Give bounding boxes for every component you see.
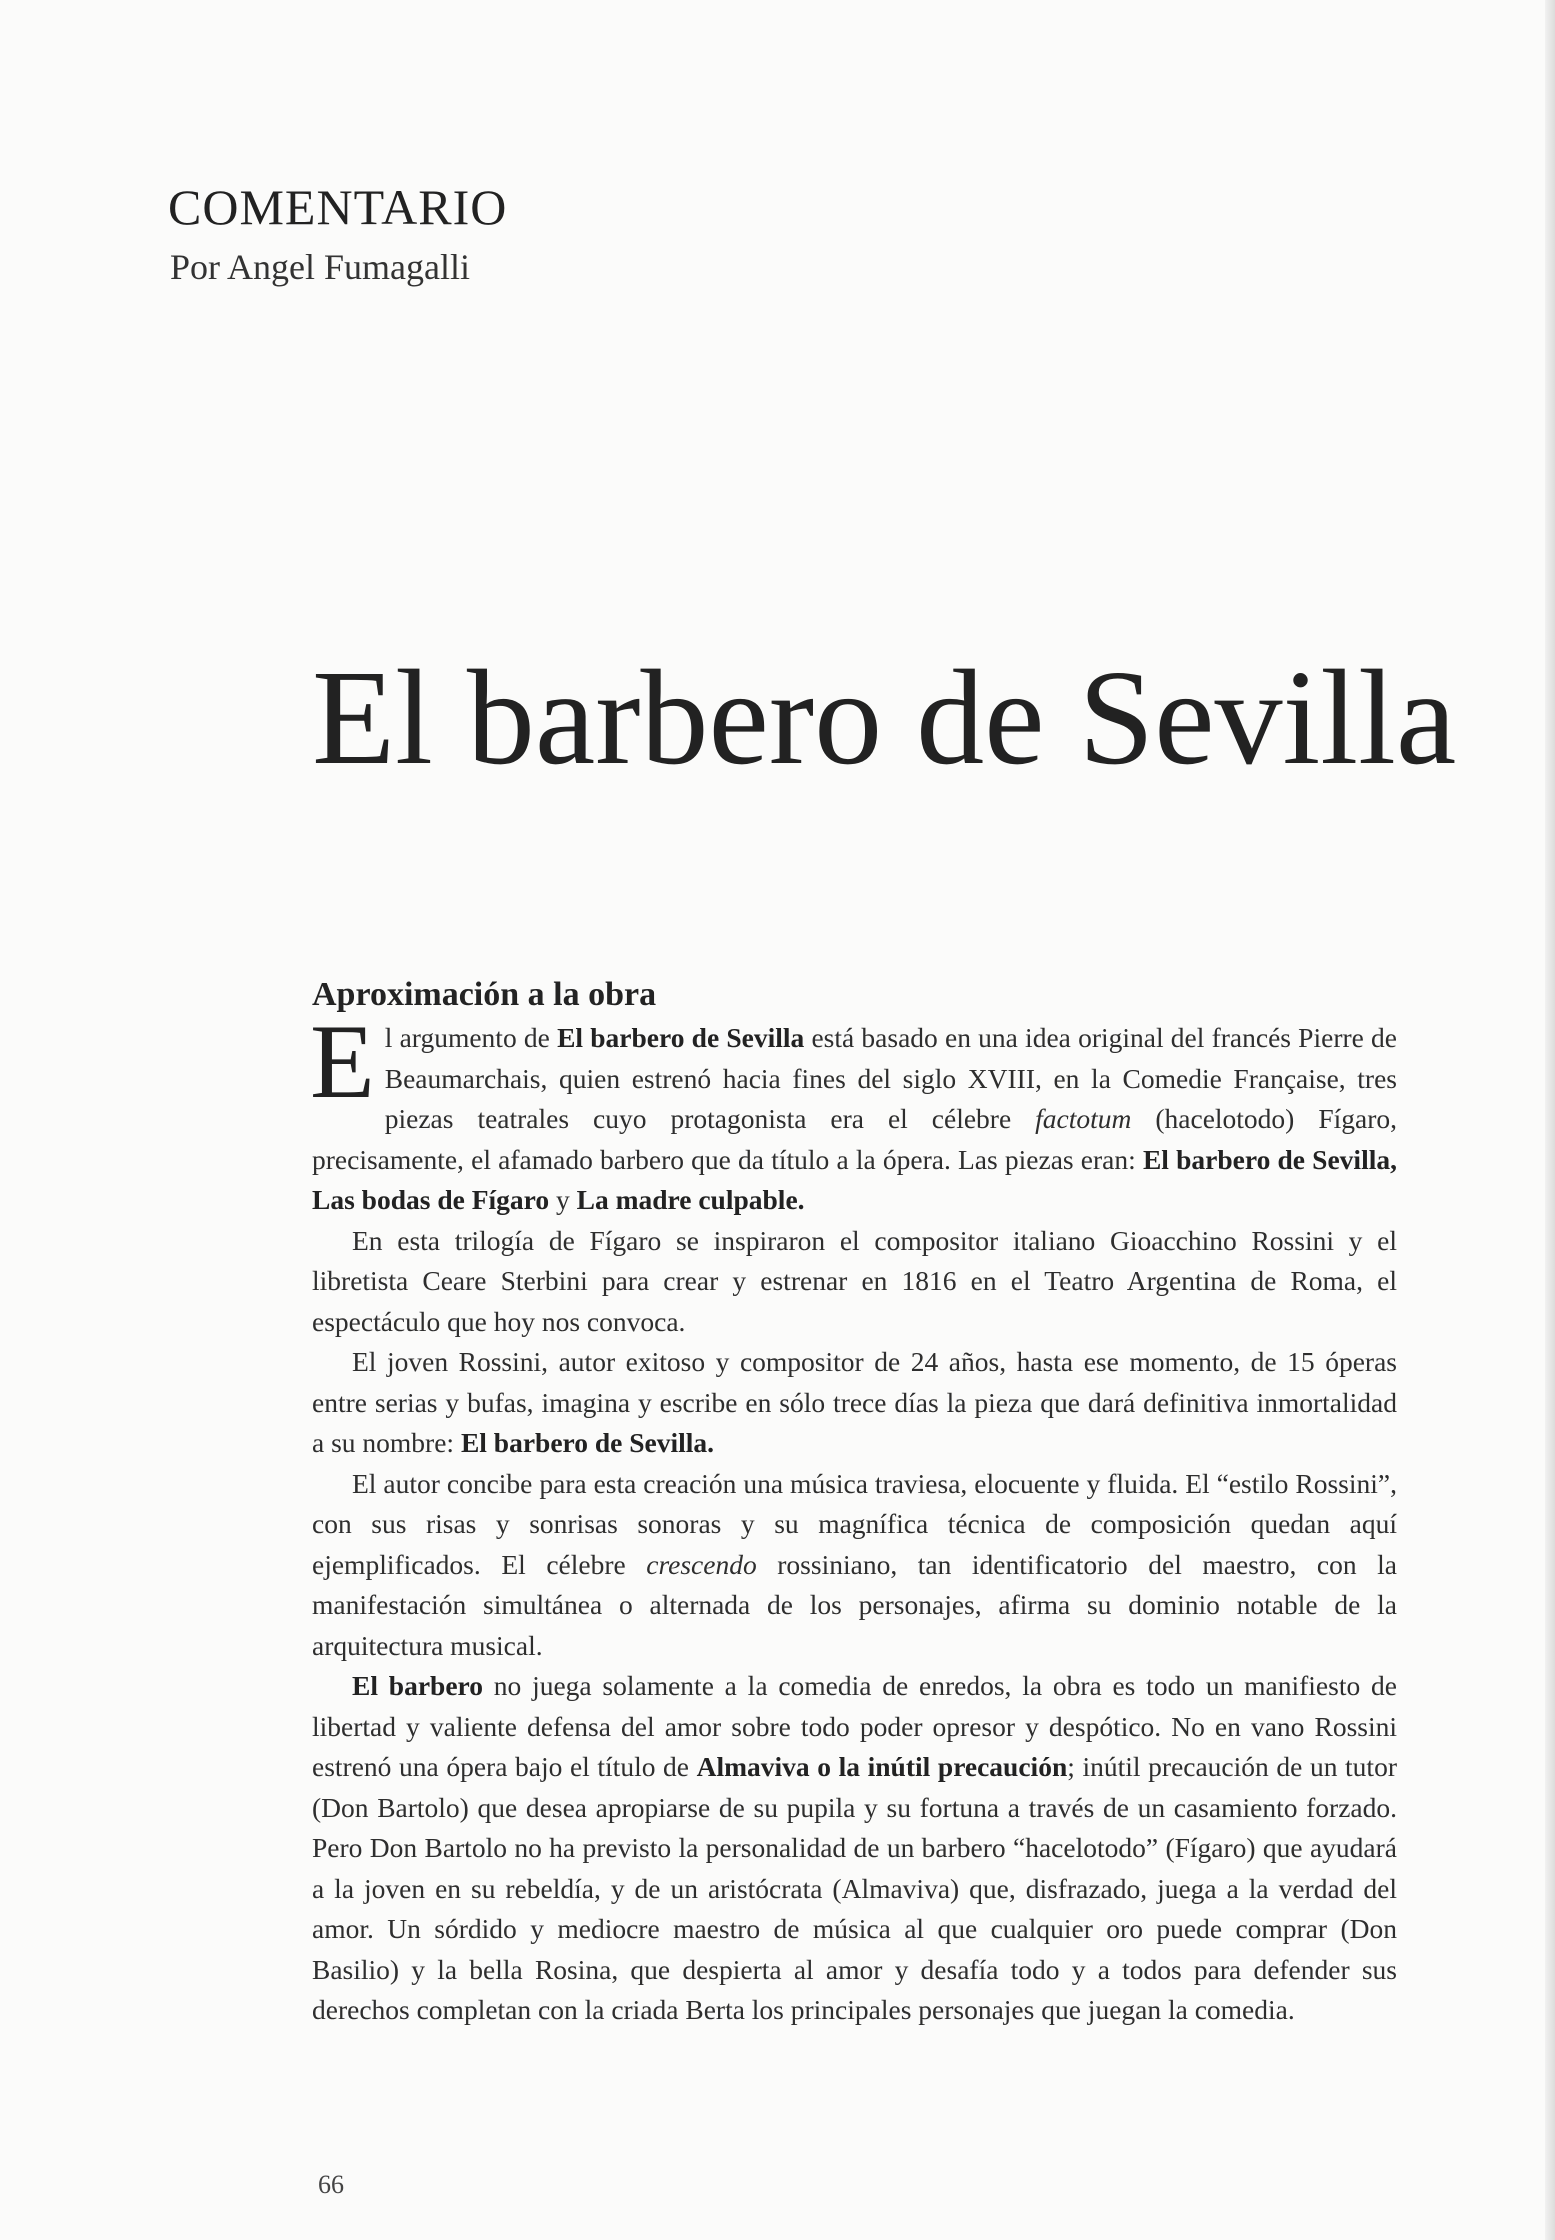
article-subheading: Aproximación a la obra xyxy=(312,976,657,1013)
paragraph-text: El autor concibe para esta creación una música traviesa, elocuente y fluida. El “estilo Rossini”, con sus risas y sonrisas sonoras y su magnífica técnica de composición quedan aquí ejemplificados. El célebre xyxy=(312,1467,1397,1580)
bold-title: La madre culpable. xyxy=(576,1184,805,1215)
paragraph-2: En esta trilogía de Fígaro se inspiraron el compositor italiano Gioacchino Rossini y el libretista Ceare Sterbini para crear y estrenar en 1816 en el Teatro Argentina de Roma, el espectáculo que hoy nos convoca. xyxy=(312,1224,1397,1337)
paragraph-text: está basado en una idea original del francés Pierre de Beaumarchais, quien estrenó hacia fines del siglo XVIII, en la Comedie Française, tres piezas teatrales cuyo protagonista era el célebre xyxy=(384,1022,1397,1134)
bold-title: El barbero de Sevilla xyxy=(557,1022,805,1053)
paragraph-text: l argumento de xyxy=(384,1022,558,1053)
bold-title: Almaviva o la inútil precaución xyxy=(696,1751,1068,1782)
paragraph-text: rossiniano, tan identificatorio del maestro, con la manifestación simultánea o alternada de los personajes, afirma su dominio notable de la arquitectura musical. xyxy=(312,1548,1397,1661)
italic-term: factotum xyxy=(1035,1103,1132,1134)
paragraph-text: no juega solamente a la comedia de enredos, la obra es todo un manifiesto de libertad y valiente defensa del amor sobre todo poder opresor y despótico. No en vano Rossini estrenó una ópera bajo el título de xyxy=(312,1670,1397,1782)
author-byline: Por Angel Fumagalli xyxy=(170,247,470,287)
page-title: El barbero de Sevilla xyxy=(312,643,1457,793)
italic-term: crescendo xyxy=(646,1548,757,1580)
article-body xyxy=(312,972,1397,2031)
paragraph-3 xyxy=(312,1342,1397,1464)
paragraph-4 xyxy=(312,1464,1397,1667)
section-label: COMENTARIO xyxy=(168,179,508,235)
paragraph-text: (hacelotodo) Fígaro, precisamente, el afamado barbero que da título a la ópera. Las piezas eran: xyxy=(312,1103,1397,1175)
paragraph-5 xyxy=(312,1666,1397,2031)
bold-title: El barbero de Sevilla. xyxy=(460,1427,715,1458)
page-edge-shadow xyxy=(1545,0,1555,2240)
paragraph-text: El joven Rossini, autor exitoso y compositor de 24 años, hasta ese momento, de 15 óperas entre serias y bufas, imagina y escribe en sólo trece días la pieza que dará definitiva inmortalidad a su nombre: xyxy=(312,1346,1397,1458)
page-number: 66 xyxy=(318,2170,344,2199)
drop-cap: E xyxy=(310,1003,375,1120)
paragraph-text: y xyxy=(549,1184,577,1215)
bold-title: El barbero xyxy=(352,1670,483,1701)
paragraph-1 xyxy=(310,1003,1397,1221)
bold-title: El barbero de Sevilla, Las bodas de Fígaro xyxy=(312,1143,1397,1215)
paragraph-text: ; inútil precaución de un tutor (Don Bartolo) que desea apropiarse de su pupila y su fortuna a través de un casamiento forzado. Pero Don Bartolo no ha previsto la personalidad de un barbero “hacelotodo” (Fígaro) que ayudará a la joven en su rebeldía, y de un aristócrata (Almaviva) que, disfrazado, juega a la verdad del amor. Un sórdido y mediocre maestro de música al que cualquier oro puede comprar (Don Basilio) y la bella Rosina, que despierta al amor y desafía todo y a todos para defender sus derechos completan con la criada Berta los principales personajes que juegan la comedia. xyxy=(312,1751,1397,2025)
